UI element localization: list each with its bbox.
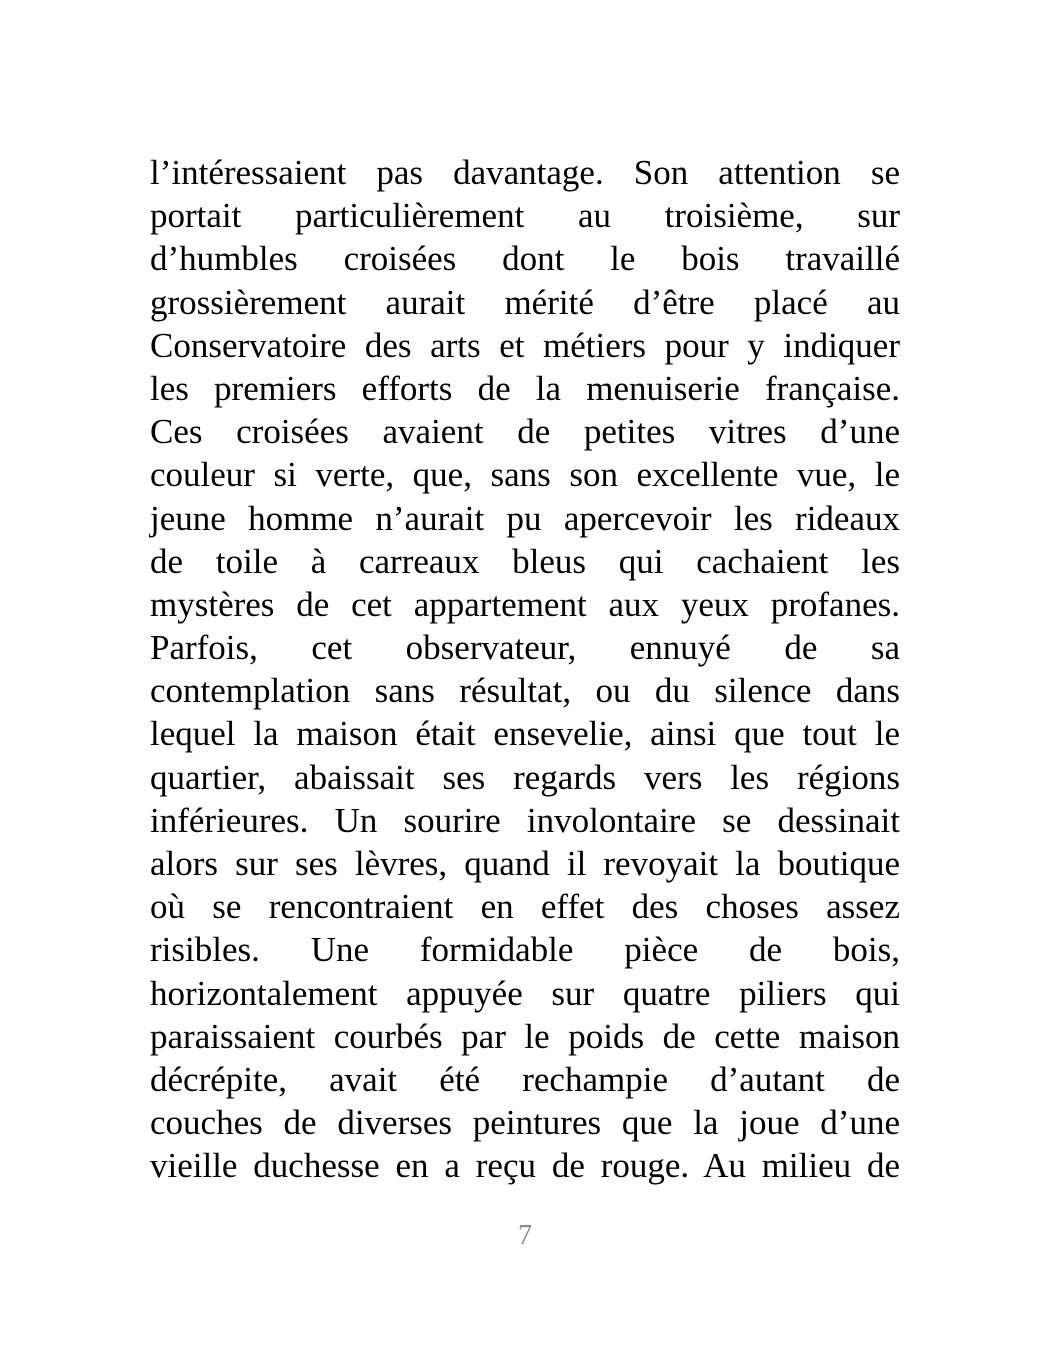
text-line: Conservatoire des arts et métiers pour y indiquer [150,325,900,365]
text-line: grossièrement aurait mérité d’être placé au [150,282,900,322]
text-line: de toile à carreaux bleus qui cachaient les [150,541,900,581]
text-line: couches de diverses peintures que la joue d’une [150,1103,900,1143]
text-line: lequel la maison était ensevelie, ainsi que tout le [150,714,900,754]
text-line: couleur si verte, que, sans son excellente vue, le [150,455,900,495]
text-line: jeune homme n’aurait pu apercevoir les rideaux [150,498,900,538]
text-line: portait particulièrement au troisième, sur [150,196,900,236]
text-line: d’humbles croisées dont le bois travaillé [150,239,900,279]
text-line: vieille duchesse en a reçu de rouge. Au milieu de [150,1146,900,1186]
text-line: contemplation sans résultat, ou du silence dans [150,671,900,711]
text-line: inférieures. Un sourire involontaire se dessinait [150,800,900,840]
text-line: où se rencontraient en effet des choses assez [150,887,900,927]
text-line: Parfois, cet observateur, ennuyé de sa [150,628,900,668]
body-text [150,151,900,1188]
page-number: 7 [518,1220,532,1251]
text-line: décrépite, avait été rechampie d’autant de [150,1059,900,1099]
text-line: alors sur ses lèvres, quand il revoyait la boutique [150,844,900,883]
text-line: les premiers efforts de la menuiserie française. [150,368,900,408]
text-line: mystères de cet appartement aux yeux profanes. [150,584,900,624]
text-line: Ces croisées avaient de petites vitres d’une [150,412,900,452]
text-line: risibles. Une formidable pièce de bois, [150,930,900,970]
text-line: quartier, abaissait ses regards vers les régions [150,757,900,797]
text-line: horizontalement appuyée sur quatre piliers qui [150,973,900,1013]
text-line: paraissaient courbés par le poids de cette maison [150,1016,900,1056]
text-line: l’intéressaient pas davantage. Son attention se [150,153,900,192]
